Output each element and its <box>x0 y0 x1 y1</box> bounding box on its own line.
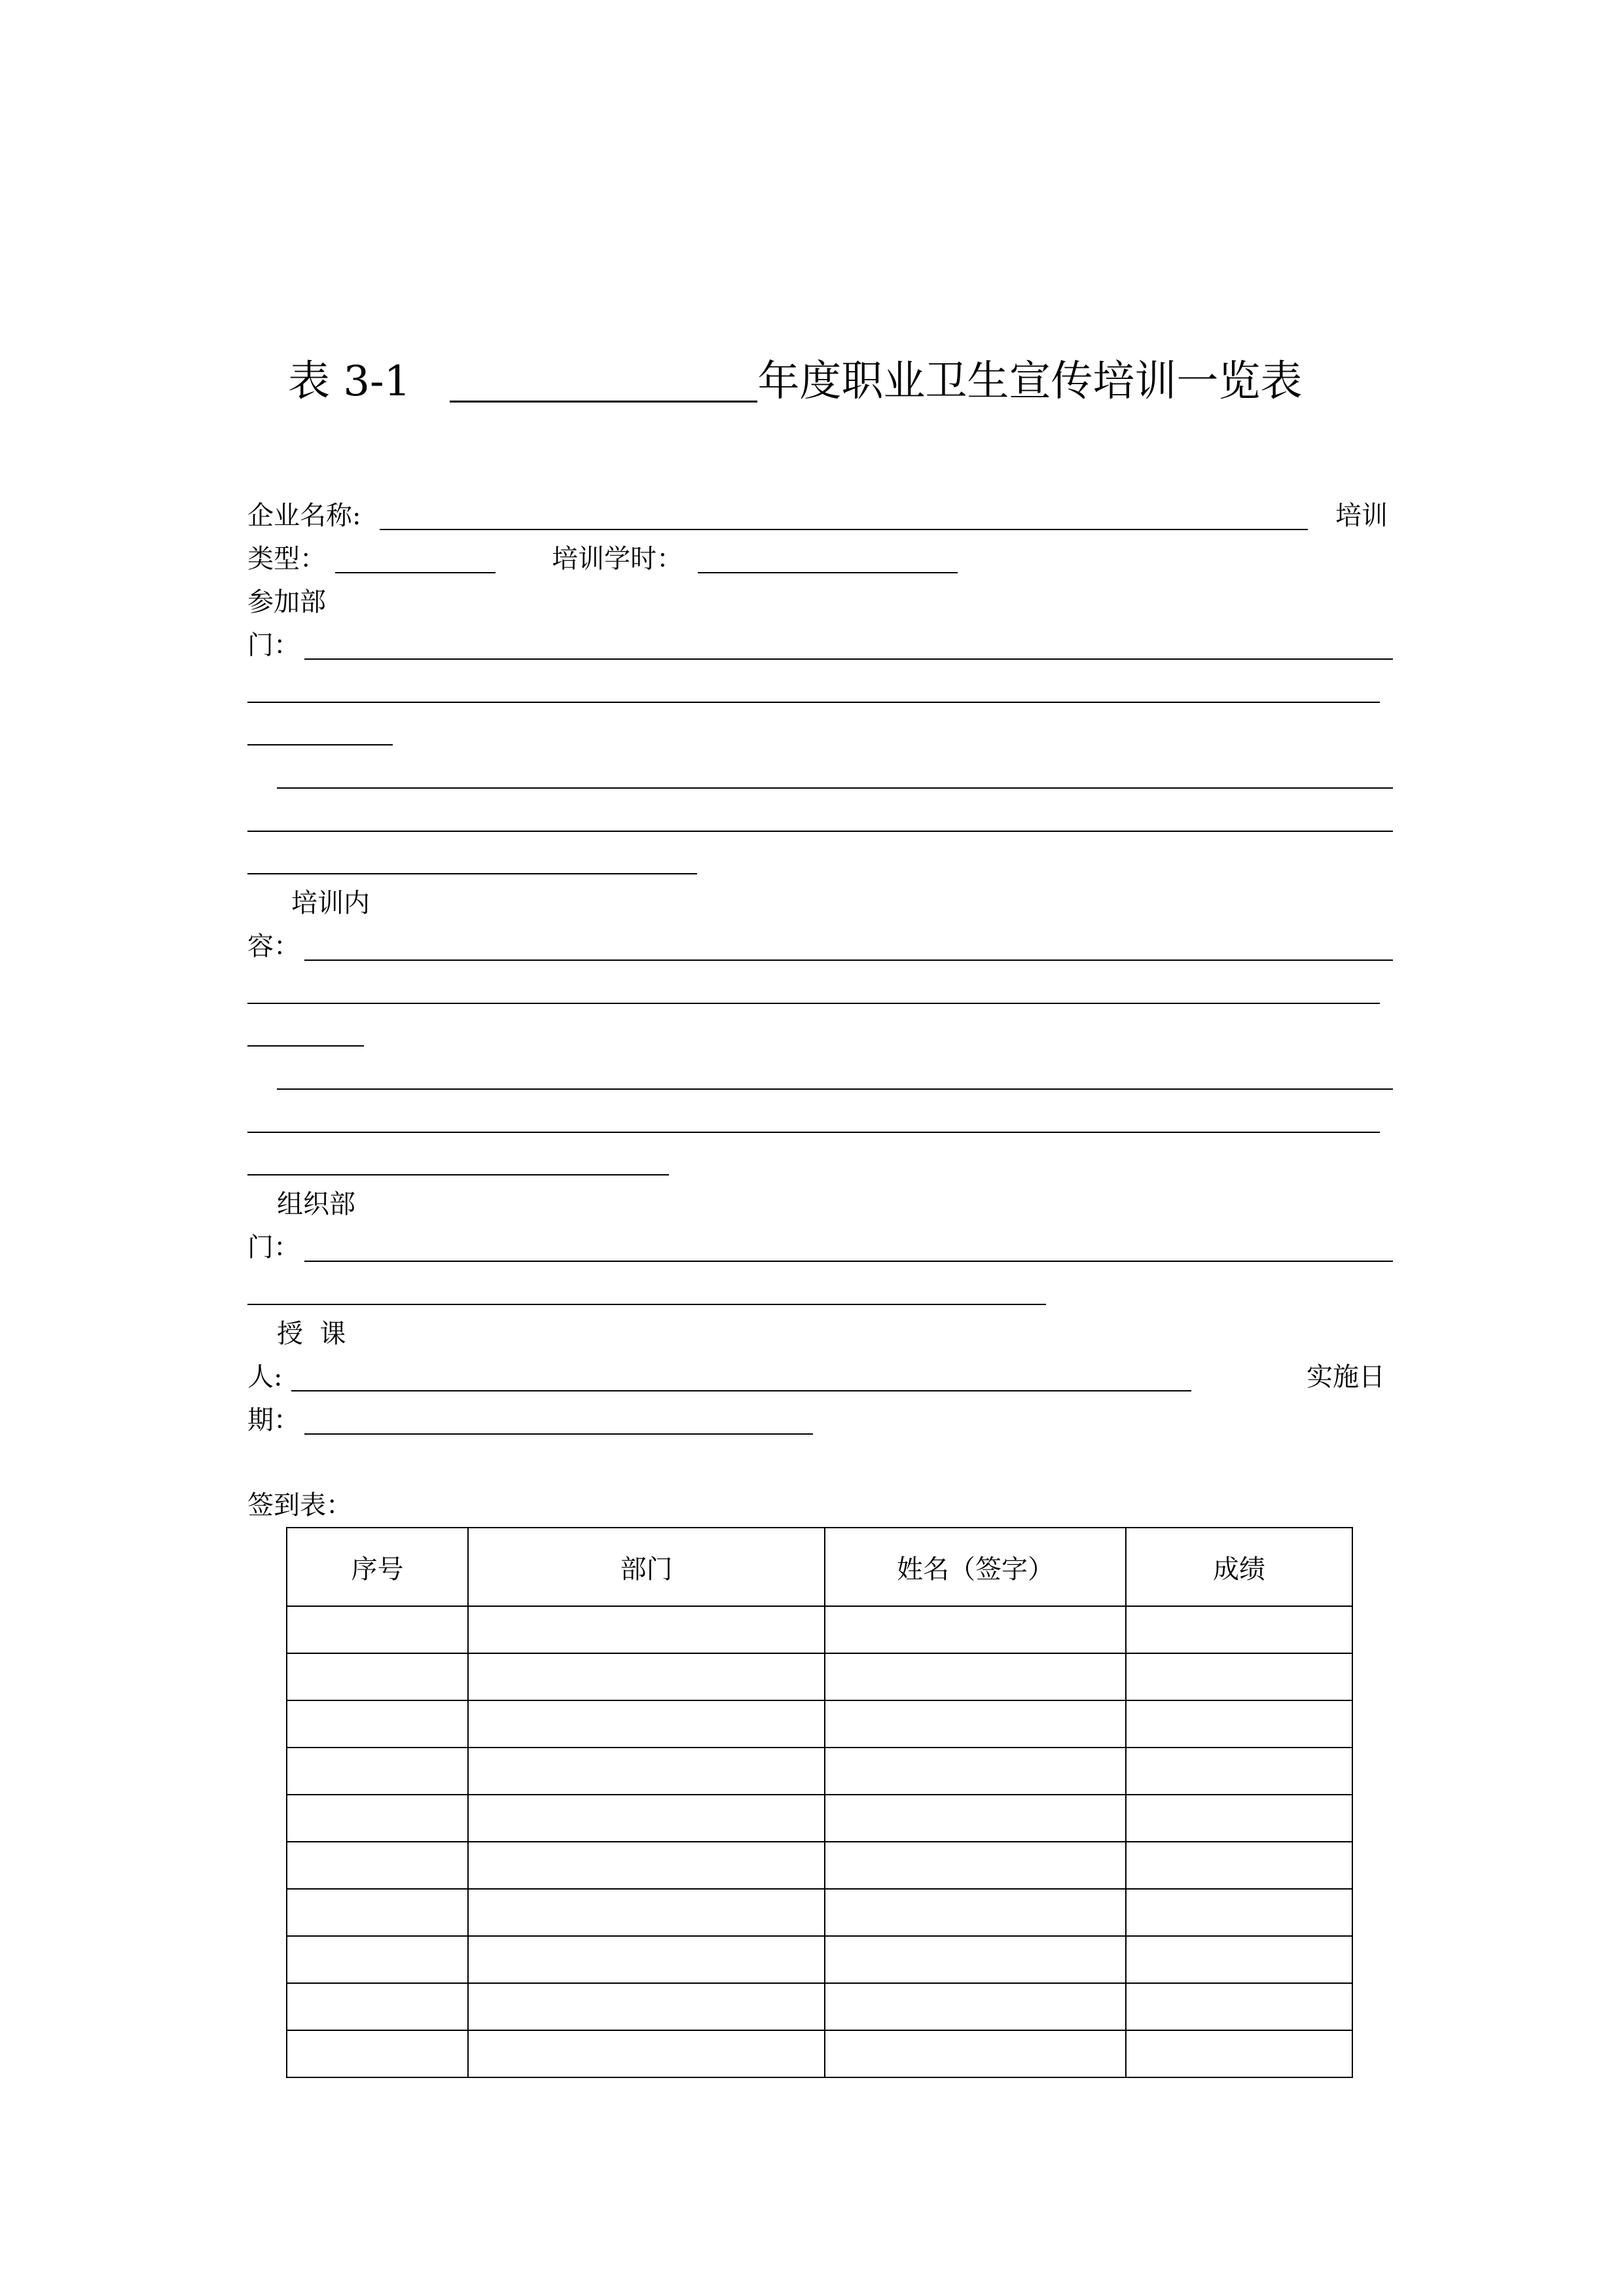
serial-cell[interactable] <box>287 1748 468 1795</box>
training-content-field-line-3[interactable] <box>247 1045 364 1047</box>
signin-table <box>286 1527 1353 2078</box>
signature-cell[interactable] <box>825 2030 1126 2077</box>
organizing-dept-label-part2: 门： <box>247 1232 300 1263</box>
header-name-signature: 姓名（签字） <box>825 1528 1126 1606</box>
signature-cell[interactable] <box>825 1936 1126 1983</box>
serial-cell[interactable] <box>287 1653 468 1700</box>
department-cell[interactable] <box>468 1983 825 2030</box>
organizing-dept-field-line-1[interactable] <box>304 1261 1393 1262</box>
serial-cell[interactable] <box>287 1936 468 1983</box>
implementation-date-label-part2: 期： <box>247 1405 300 1435</box>
table-row <box>287 1983 1352 2030</box>
table-header-row <box>287 1528 1352 1606</box>
signature-cell[interactable] <box>825 1748 1126 1795</box>
training-type-label-part2: 类型： <box>247 544 326 574</box>
score-cell[interactable] <box>1126 1889 1352 1936</box>
header-department: 部门 <box>468 1528 825 1606</box>
department-cell[interactable] <box>468 2030 825 2077</box>
header-serial-number: 序号 <box>287 1528 468 1606</box>
instructor-label-part2: 人: <box>247 1362 283 1392</box>
department-cell[interactable] <box>468 1889 825 1936</box>
organizing-dept-label-part1: 组织部 <box>277 1189 355 1219</box>
department-cell[interactable] <box>468 1795 825 1842</box>
participating-dept-label-part1: 参加部 <box>247 587 326 617</box>
serial-cell[interactable] <box>287 1983 468 2030</box>
signature-cell[interactable] <box>825 1795 1126 1842</box>
department-cell[interactable] <box>468 1700 825 1748</box>
department-cell[interactable] <box>468 1748 825 1795</box>
serial-cell[interactable] <box>287 1606 468 1653</box>
table-row <box>287 1936 1352 1983</box>
training-content-field-line-2[interactable] <box>247 1003 1380 1004</box>
training-hours-label: 培训学时： <box>552 544 683 574</box>
signature-cell[interactable] <box>825 1983 1126 2030</box>
signature-cell[interactable] <box>825 1606 1126 1653</box>
training-content-field-line-1[interactable] <box>304 960 1393 961</box>
serial-cell[interactable] <box>287 1842 468 1889</box>
score-cell[interactable] <box>1126 1842 1352 1889</box>
score-cell[interactable] <box>1126 1700 1352 1748</box>
department-cell[interactable] <box>468 1842 825 1889</box>
serial-cell[interactable] <box>287 1889 468 1936</box>
signature-cell[interactable] <box>825 1653 1126 1700</box>
year-blank-field[interactable] <box>450 355 757 403</box>
title-prefix: 表 3-1 <box>288 357 411 406</box>
organizing-dept-field-line-2[interactable] <box>247 1304 1046 1305</box>
serial-cell[interactable] <box>287 2030 468 2077</box>
department-cell[interactable] <box>468 1936 825 1983</box>
signature-cell[interactable] <box>825 1700 1126 1748</box>
table-row <box>287 1795 1352 1842</box>
training-type-label-part1: 培训 <box>1335 501 1388 531</box>
participating-dept-field-line-5[interactable] <box>247 831 1393 832</box>
signature-cell[interactable] <box>825 1842 1126 1889</box>
training-type-field[interactable] <box>335 572 496 573</box>
table-row <box>287 1653 1352 1700</box>
header-score: 成绩 <box>1126 1528 1352 1606</box>
training-content-field-line-6[interactable] <box>247 1174 669 1175</box>
company-label: 企业名称: <box>247 501 361 531</box>
training-content-label-part1: 培训内 <box>291 888 370 918</box>
table-row <box>287 1889 1352 1936</box>
score-cell[interactable] <box>1126 1748 1352 1795</box>
training-content-field-line-4[interactable] <box>277 1088 1393 1090</box>
table-row <box>287 1748 1352 1795</box>
score-cell[interactable] <box>1126 1653 1352 1700</box>
participating-dept-field-line-4[interactable] <box>277 787 1393 789</box>
training-content-label-part2: 容： <box>247 931 300 961</box>
signin-sheet-label: 签到表： <box>247 1490 352 1520</box>
training-hours-field[interactable] <box>698 572 958 573</box>
score-cell[interactable] <box>1126 1606 1352 1653</box>
table-row <box>287 1606 1352 1653</box>
company-name-field[interactable] <box>380 529 1308 530</box>
participating-dept-field-line-6[interactable] <box>247 873 697 874</box>
score-cell[interactable] <box>1126 1795 1352 1842</box>
implementation-date-field[interactable] <box>304 1433 813 1435</box>
document-title <box>288 331 1303 406</box>
training-content-field-line-5[interactable] <box>247 1132 1380 1133</box>
table-row <box>287 2030 1352 2077</box>
department-cell[interactable] <box>468 1653 825 1700</box>
score-cell[interactable] <box>1126 1983 1352 2030</box>
table-row <box>287 1700 1352 1748</box>
participating-dept-label-part2: 门： <box>247 630 300 660</box>
instructor-field[interactable] <box>291 1390 1191 1391</box>
participating-dept-field-line-1[interactable] <box>304 658 1393 660</box>
score-cell[interactable] <box>1126 2030 1352 2077</box>
participating-dept-field-line-2[interactable] <box>247 702 1380 703</box>
participating-dept-field-line-3[interactable] <box>247 744 393 745</box>
serial-cell[interactable] <box>287 1795 468 1842</box>
instructor-label-part1: 授 课 <box>277 1319 346 1349</box>
title-suffix: 年度职业卫生宣传培训一览表 <box>757 357 1303 406</box>
serial-cell[interactable] <box>287 1700 468 1748</box>
score-cell[interactable] <box>1126 1936 1352 1983</box>
implementation-date-label-part1: 实施日 <box>1307 1362 1385 1392</box>
table-row <box>287 1842 1352 1889</box>
signature-cell[interactable] <box>825 1889 1126 1936</box>
department-cell[interactable] <box>468 1606 825 1653</box>
